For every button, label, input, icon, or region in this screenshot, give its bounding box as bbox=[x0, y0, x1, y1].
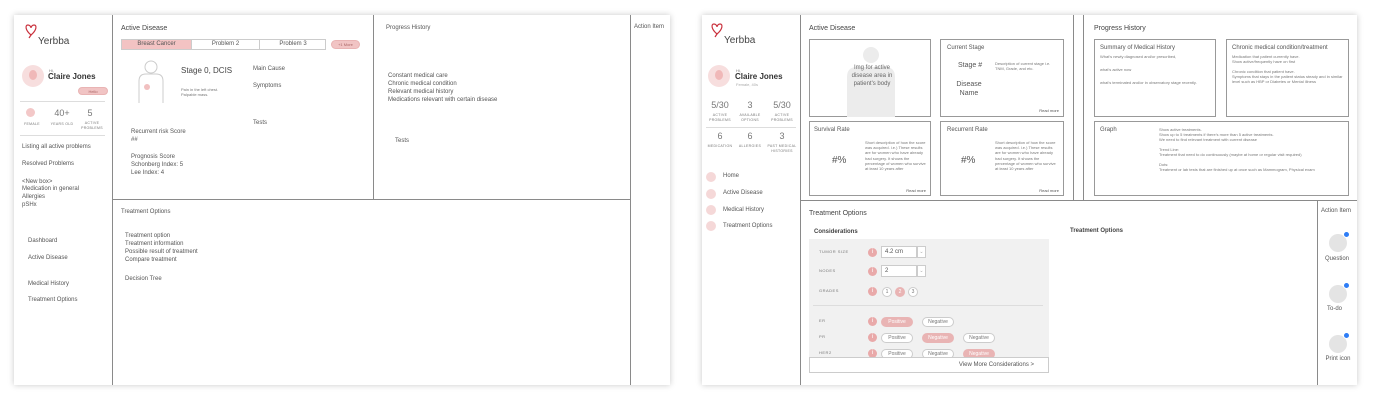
more-problems-pill[interactable]: +1 More bbox=[331, 40, 360, 49]
er-negative[interactable]: Negative bbox=[922, 317, 954, 327]
patient-sub: Female, 40s bbox=[736, 82, 759, 87]
tumor-size-dropdown[interactable]: ⌄ bbox=[917, 246, 926, 258]
er-label: ER bbox=[819, 318, 826, 323]
sidebar-link-active-problems[interactable]: Listing all active problems bbox=[22, 144, 91, 150]
recurrent-rate-desc: Short description of how the score was acquired. i.e.) These results are for women who have already had surgery. It shows the percentage of women who survive at least 10 years after bbox=[995, 140, 1056, 171]
her2-negative-2[interactable]: Negative bbox=[963, 349, 995, 359]
stat-label-past-histories: PAST MEDICAL HISTORIES bbox=[767, 144, 797, 153]
graph-line-1: Show active treatments. bbox=[1159, 127, 1202, 132]
active-progress-divider-b bbox=[1083, 15, 1084, 201]
question-icon[interactable] bbox=[1329, 234, 1347, 252]
her2-negative-1[interactable]: Negative bbox=[922, 349, 954, 359]
graph-box bbox=[1094, 121, 1349, 196]
pr-info-icon[interactable]: i bbox=[868, 333, 877, 342]
receptors-divider bbox=[813, 305, 1043, 306]
tab-problem-3[interactable]: Problem 3 bbox=[259, 40, 326, 49]
pr-label: PR bbox=[819, 334, 826, 339]
stat-label-medication: MEDICATION bbox=[707, 144, 733, 148]
action-item-title: Action Item bbox=[1321, 208, 1352, 214]
chronic-title: Chronic medical condition/treatment bbox=[1232, 45, 1328, 51]
action-print[interactable]: Print icon bbox=[1325, 356, 1351, 362]
progress-item-1: Constant medical care bbox=[388, 73, 448, 79]
her2-label: HER2 bbox=[819, 350, 832, 355]
treatment-divider bbox=[800, 200, 1357, 201]
chronic-box bbox=[1226, 39, 1349, 117]
progress-item-3: Relevant medical history bbox=[388, 89, 454, 95]
summary-line-1: What's newly diagnosed and/or prescribed, bbox=[1100, 54, 1177, 59]
nav-medical-history[interactable]: Medical History bbox=[723, 207, 765, 213]
active-disease-title: Active Disease bbox=[809, 25, 856, 32]
nav-treatment-options[interactable]: Treatment Options bbox=[28, 297, 78, 303]
tests-label: Tests bbox=[253, 120, 268, 126]
tumor-size-field[interactable]: 4.2 cm bbox=[881, 246, 917, 258]
graph-line-3: We need to find relevant treatment with current disease bbox=[1159, 137, 1257, 142]
home-icon bbox=[706, 172, 716, 182]
graph-line-7: Treatment or lab tests that are finished up at once such as Mammogram, Physical exam bbox=[1159, 167, 1315, 172]
graph-title: Graph bbox=[1100, 127, 1117, 133]
wireframe-b bbox=[702, 15, 1357, 385]
nodes-label: NODES bbox=[819, 268, 836, 273]
problem-tabs bbox=[121, 39, 326, 50]
graph-line-4: Trend Line: bbox=[1159, 147, 1180, 152]
recurrent-rate-value: #% bbox=[961, 155, 976, 166]
tab-breast-cancer[interactable]: Breast Cancer bbox=[122, 40, 191, 49]
stat-problems: 5 bbox=[87, 108, 93, 118]
her2-info-icon[interactable]: i bbox=[868, 349, 877, 358]
medical-history-icon bbox=[706, 205, 716, 215]
stage-text: Stage 0, DCIS bbox=[181, 66, 233, 75]
pr-negative-2[interactable]: Negative bbox=[963, 333, 995, 343]
action-todo[interactable]: To-do bbox=[1327, 306, 1343, 312]
stat-label-problems: ACTIVE PROBLEMS bbox=[81, 121, 103, 130]
print-icon[interactable] bbox=[1329, 335, 1347, 353]
stat-label-active-problems: ACTIVE PROBLEMS bbox=[709, 113, 731, 122]
nav-treatment-options[interactable]: Treatment Options bbox=[723, 223, 773, 229]
graph-line-5: Treatment that need to do continuously (maybe at home or regular visit required) bbox=[1159, 152, 1302, 157]
er-info-icon[interactable]: i bbox=[868, 317, 877, 326]
current-stage-box bbox=[940, 39, 1064, 117]
disease-image-box bbox=[809, 39, 931, 117]
body-silhouette-icon bbox=[136, 59, 166, 108]
summary-line-2: what's active now bbox=[1100, 67, 1132, 72]
sidebar-link-resolved[interactable]: Resolved Problems bbox=[22, 161, 75, 167]
pain-note-1: Pain in the left chest. bbox=[181, 87, 219, 92]
view-more-button[interactable]: View More Considerations > bbox=[809, 357, 1049, 373]
chronic-line-4: Symptoms that stays in the patient status steady and in similar level such as HBP or Diabetes or Mental illness bbox=[1232, 74, 1343, 85]
stat-label-allergies: ALLERGIES bbox=[738, 144, 762, 148]
survival-rate-title: Survival Rate bbox=[814, 127, 850, 133]
treatment-title: Treatment Options bbox=[121, 209, 171, 215]
stage-description: Description of current stage i.e. TNM, Grade, and etc. bbox=[995, 61, 1051, 72]
nodes-field[interactable]: 2 bbox=[881, 265, 917, 277]
grades-label: GRADES bbox=[819, 288, 839, 293]
stat-label-active-problems-2: ACTIVE PROBLEMS bbox=[771, 113, 793, 122]
treatment-title: Treatment Options bbox=[809, 210, 867, 217]
treatment-item-4: Compare treatment bbox=[125, 257, 177, 263]
female-icon bbox=[26, 108, 35, 117]
progress-item-4: Medications relevant with certain disease bbox=[388, 97, 498, 103]
summary-line-3: what's terminated and/or in observatory stage recently. bbox=[1100, 80, 1197, 85]
notification-dot bbox=[1343, 332, 1350, 339]
recurrent-rate-title: Recurrent Rate bbox=[947, 127, 988, 133]
treatment-item-2: Treatment information bbox=[125, 241, 184, 247]
stat-label-female: FEMALE bbox=[24, 122, 40, 126]
active-progress-divider-a bbox=[1073, 15, 1074, 201]
patient-name: Claire Jones bbox=[48, 72, 96, 81]
stats-divider-bottom bbox=[20, 135, 105, 136]
lee-index: Lee Index: 4 bbox=[131, 170, 165, 176]
medication-label: Medication in general bbox=[22, 186, 80, 192]
todo-icon[interactable] bbox=[1329, 285, 1347, 303]
decision-tree-label: Decision Tree bbox=[125, 276, 162, 282]
read-more-survival[interactable]: Read more bbox=[906, 188, 926, 193]
progress-item-2: Chronic medical condition bbox=[388, 81, 457, 87]
sidebar-divider bbox=[112, 15, 113, 385]
active-progress-divider bbox=[373, 15, 374, 199]
stat-allergies: 6 bbox=[747, 131, 753, 141]
grade-option-2[interactable]: 2 bbox=[895, 287, 905, 297]
wireframe-a bbox=[14, 15, 670, 385]
main-cause-label: Main Cause bbox=[253, 66, 286, 72]
heart-logo-icon bbox=[710, 22, 724, 36]
pshx-label: pSHx bbox=[22, 202, 37, 208]
considerations-panel bbox=[809, 225, 1049, 373]
stage-number: Stage # bbox=[958, 62, 983, 69]
edit-pill[interactable]: Hello bbox=[78, 87, 108, 95]
graph-line-2: Show up to 5 treatments if there's more than 5 active treatments. bbox=[1159, 132, 1274, 137]
er-positive[interactable]: Positive bbox=[881, 317, 913, 327]
graph-line-6: Dots: bbox=[1159, 162, 1169, 167]
treatment-item-1: Treatment option bbox=[125, 233, 171, 239]
tab-problem-2[interactable]: Problem 2 bbox=[191, 40, 259, 49]
avatar-inner-icon bbox=[715, 70, 723, 80]
chronic-line-3: Chronic condition that patient have. bbox=[1232, 69, 1295, 74]
action-item-title: Action Item bbox=[634, 24, 665, 30]
tumor-size-label: TUMOR SIZE bbox=[819, 249, 849, 254]
notification-dot bbox=[1343, 231, 1350, 238]
symptoms-label: Symptoms bbox=[253, 83, 282, 89]
greeting: Hi, bbox=[736, 68, 741, 73]
new-box-label: <New box> bbox=[22, 179, 53, 185]
current-stage-title: Current Stage bbox=[947, 45, 985, 51]
treatment-divider bbox=[112, 199, 630, 200]
nav-home[interactable]: Home bbox=[723, 173, 740, 179]
survival-rate-desc: Short description of how the score was acquired. i.e.) These results are for women who have already had surgery. It shows the percentage of women who survive at least 10 years after bbox=[865, 140, 926, 171]
avatar-inner-icon bbox=[29, 70, 37, 80]
treatment-item-3: Possible result of treatment bbox=[125, 249, 198, 255]
greeting: Hi, bbox=[49, 68, 54, 73]
treatment-options-right-title: Treatment Options bbox=[1070, 228, 1124, 234]
stat-past-histories: 3 bbox=[779, 131, 785, 141]
pain-note-2: Palpable mass. bbox=[181, 92, 209, 97]
grades-info-icon[interactable]: i bbox=[868, 287, 877, 296]
nav-dashboard[interactable]: Dashboard bbox=[28, 238, 58, 244]
prognosis-label: Prognosis Score bbox=[131, 154, 176, 160]
read-more-stage[interactable]: Read more bbox=[1039, 108, 1059, 113]
schonberg-index: Schonberg Index: 5 bbox=[131, 162, 184, 168]
nodes-info-icon[interactable]: i bbox=[868, 267, 877, 276]
summary-box bbox=[1094, 39, 1216, 117]
notification-dot bbox=[1343, 282, 1350, 289]
stat-active-problems: 5/30 bbox=[711, 100, 729, 110]
tumor-info-icon[interactable]: i bbox=[868, 248, 877, 257]
grade-option-1[interactable]: 1 bbox=[882, 287, 892, 297]
treatment-options-icon bbox=[706, 221, 716, 231]
allergies-label: Allergies bbox=[22, 194, 46, 200]
stat-age: 40+ bbox=[54, 108, 70, 118]
stat-label-age: YEARS OLD bbox=[50, 122, 74, 126]
her2-positive[interactable]: Positive bbox=[881, 349, 913, 359]
stat-active-problems-2: 5/30 bbox=[773, 100, 791, 110]
chronic-line-2: Show active/frequently have on first bbox=[1232, 59, 1296, 64]
disease-image-text: Img for active disease area in patient's body bbox=[851, 65, 893, 87]
pr-negative-1[interactable]: Negative bbox=[922, 333, 954, 343]
stat-label-available-options: AVAILABLE OPTIONS bbox=[739, 113, 761, 122]
recurrent-rate-box bbox=[940, 121, 1064, 196]
patient-name: Claire Jones bbox=[735, 72, 783, 81]
nav-medical-history[interactable]: Medical History bbox=[28, 281, 70, 287]
progress-tests: Tests bbox=[395, 138, 410, 144]
stats-divider bbox=[706, 127, 796, 128]
heart-logo-icon bbox=[24, 23, 38, 37]
nav-active-disease[interactable]: Active Disease bbox=[723, 190, 763, 196]
active-disease-icon bbox=[706, 189, 716, 199]
read-more-recurrent[interactable]: Read more bbox=[1039, 188, 1059, 193]
progress-title: Progress History bbox=[1094, 25, 1146, 32]
disease-name: Disease Name bbox=[956, 81, 982, 98]
recurrent-value: ## bbox=[131, 137, 138, 143]
chronic-line-1: Medication that patient currently have. bbox=[1232, 54, 1300, 59]
action-divider bbox=[1317, 200, 1318, 385]
considerations-title: Considerations bbox=[814, 229, 858, 235]
survival-rate-box bbox=[809, 121, 931, 196]
progress-title: Progress History bbox=[386, 25, 431, 31]
stats-divider-top bbox=[20, 101, 105, 102]
grade-option-3[interactable]: 3 bbox=[908, 287, 918, 297]
brand-name: Yerbba bbox=[724, 35, 756, 46]
stat-available-options: 3 bbox=[747, 100, 753, 110]
nav-active-disease[interactable]: Active Disease bbox=[28, 255, 68, 261]
active-disease-title: Active Disease bbox=[121, 25, 168, 32]
action-divider bbox=[630, 15, 631, 385]
action-question[interactable]: Question bbox=[1325, 256, 1350, 262]
survival-rate-value: #% bbox=[832, 155, 847, 166]
recurrent-label: Recurrent risk Score bbox=[131, 129, 186, 135]
stat-medication: 6 bbox=[717, 131, 723, 141]
summary-title: Summary of Medical History bbox=[1100, 45, 1176, 51]
pr-positive[interactable]: Positive bbox=[881, 333, 913, 343]
nodes-dropdown[interactable]: ⌄ bbox=[917, 265, 926, 277]
brand-name: Yerbba bbox=[38, 36, 70, 47]
